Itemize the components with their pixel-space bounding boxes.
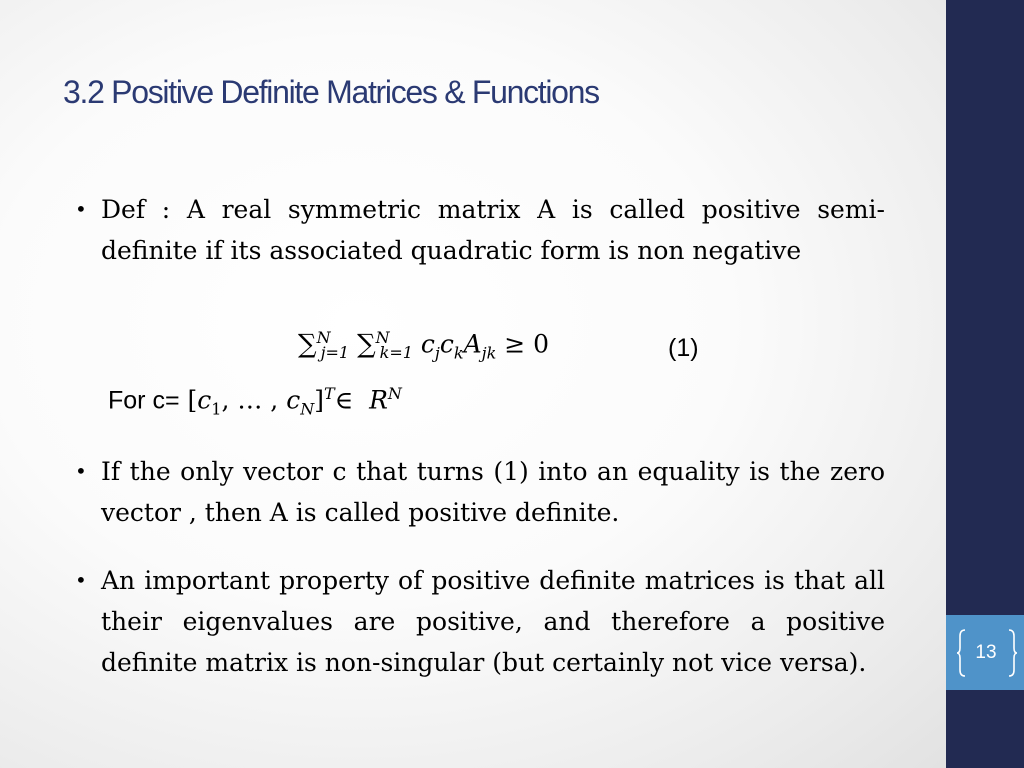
vector-component: c (286, 385, 301, 415)
subscript-k: k (453, 343, 464, 363)
bullet-marker: • (75, 568, 87, 592)
eigenvalue-property-paragraph: An important property of positive definite matrices is that all their eigenvalues are positive, and therefore a positive definite matrix is non-singular (but certainly not vice versa). (101, 566, 885, 677)
sum-upper-limit: N (375, 328, 390, 347)
sum-lower-limit: j=1 (320, 343, 350, 363)
relation: ≥ 0 (504, 329, 550, 359)
open-bracket: [ (187, 385, 198, 415)
definition-paragraph: Def : A real symmetric matrix A is called positive semi-definite if its associated quadratic form is non negative (101, 195, 885, 265)
right-brace-icon (1007, 628, 1017, 678)
slide-title: 3.2 Positive Definite Matrices & Functions (63, 74, 599, 110)
sum-symbol: ∑ (298, 329, 317, 360)
last-index: N (300, 399, 315, 419)
coefficient-c: c (420, 329, 435, 359)
sum-upper-limit: N (316, 328, 331, 347)
sum-lower-limit: k=1 (379, 343, 413, 363)
equation-number: (1) (668, 334, 699, 362)
ellipsis: , … , (221, 385, 279, 415)
real-space-symbol: R (369, 385, 388, 415)
member-of-symbol: ∈ (334, 385, 354, 415)
vector-definition-line (108, 384, 402, 418)
matrix-a: A (463, 329, 482, 359)
page-number: 13 (975, 642, 997, 663)
sum-symbol: ∑ (357, 329, 376, 360)
quadratic-form-equation (298, 328, 549, 376)
close-bracket: ] (314, 385, 324, 415)
transpose-mark: T (324, 384, 335, 403)
vector-component: c (197, 385, 212, 415)
bullet-marker: • (75, 459, 87, 483)
dimension-superscript: N (387, 384, 402, 403)
for-label: For c= (108, 386, 180, 415)
positive-definite-paragraph: If the only vector c that turns (1) into an equality is the zero vector , then A is called positive definite. (101, 457, 885, 527)
first-index: 1 (211, 399, 222, 419)
subscript-j: j (434, 343, 440, 363)
coefficient-c: c (439, 329, 454, 359)
subscript-jk: jk (481, 343, 497, 363)
bullet-marker: • (75, 197, 87, 221)
